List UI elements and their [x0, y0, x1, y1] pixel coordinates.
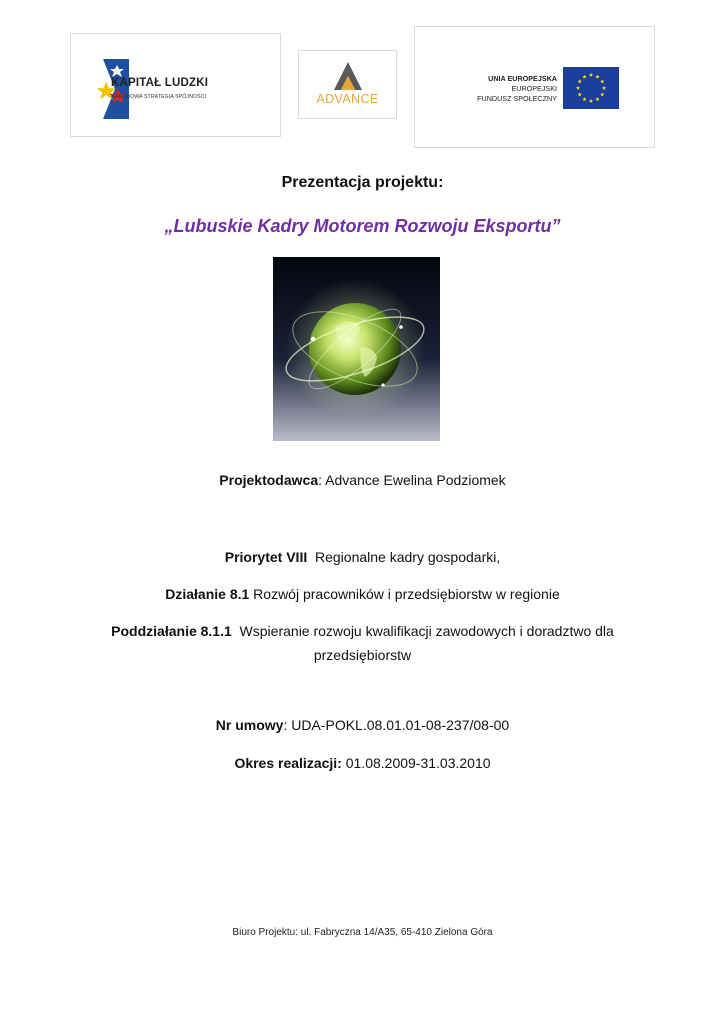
- ue-logo-line3: FUNDUSZ SPOŁECZNY: [477, 94, 557, 103]
- advance-triangle-icon: [333, 61, 363, 91]
- projektodawca-value: : Advance Ewelina Podziomek: [318, 472, 506, 488]
- dzialanie-row: [0, 586, 725, 602]
- globe-illustration: [273, 257, 440, 441]
- kapital-ludzki-emblem-icon: [97, 59, 131, 119]
- document-heading: Prezentacja projektu:: [281, 174, 444, 191]
- poddzialanie-label: Poddziałanie 8.1.1: [111, 623, 232, 639]
- umowa-row: [0, 717, 725, 733]
- priorytet-row: [0, 549, 725, 565]
- advance-logo: [298, 50, 397, 119]
- kapital-ludzki-logo: [70, 33, 281, 137]
- umowa-value: : UDA-POKL.08.01.01-08-237/08-00: [283, 717, 510, 733]
- projektodawca-row: [0, 472, 725, 488]
- footer-address: Biuro Projektu: ul. Fabryczna 14/A35, 65-410 Zielona Góra: [232, 927, 493, 938]
- ue-logo-line2: EUROPEJSKI: [511, 84, 557, 93]
- okres-value: 01.08.2009-31.03.2010: [341, 755, 491, 771]
- projektodawca-label: Projektodawca: [219, 472, 319, 488]
- kapital-ludzki-title: KAPITAŁ LUDZKI: [111, 77, 209, 89]
- project-title: „Lubuskie Kadry Motorem Rozwoju Eksportu”: [164, 216, 561, 236]
- poddzialanie-value-line1: Wspieranie rozwoju kwalifikacji zawodowych i doradztwo dla: [231, 623, 614, 639]
- priorytet-label: Priorytet VIII: [224, 549, 308, 565]
- umowa-label: Nr umowy: [215, 717, 284, 733]
- dzialanie-value: Rozwój pracowników i przedsiębiorstw w regionie: [249, 586, 560, 602]
- poddzialanie-value-line2: przedsiębiorstw: [313, 647, 412, 663]
- advance-logo-text: ADVANCE: [316, 92, 379, 106]
- okres-label: Okres realizacji:: [234, 755, 342, 771]
- ue-efs-logo: [414, 26, 655, 148]
- eu-flag-icon: [563, 67, 619, 109]
- ue-logo-line1: UNIA EUROPEJSKA: [488, 74, 557, 83]
- dzialanie-label: Działanie 8.1: [165, 586, 250, 602]
- kapital-ludzki-subtitle: NARODOWA STRATEGIA SPÓJNOŚCI: [111, 94, 207, 100]
- poddzialanie-row: [0, 623, 725, 639]
- priorytet-value: Regionalne kadry gospodarki,: [307, 549, 501, 565]
- okres-row: [0, 755, 725, 771]
